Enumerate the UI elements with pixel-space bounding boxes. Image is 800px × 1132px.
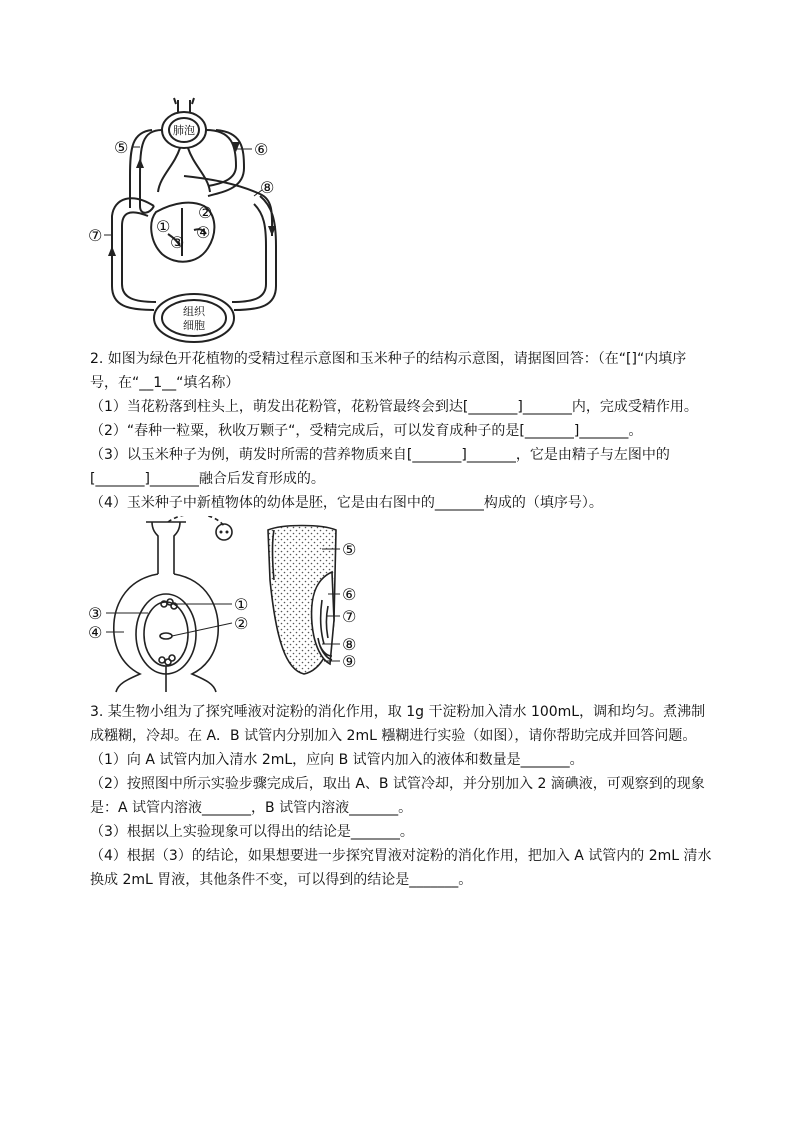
q2-sub3-line2: [_______]_______融合后发育形成的。 [90, 471, 325, 487]
tissue-label-line2: 细胞 [183, 319, 205, 332]
q3-sub2-line1: （2）按照图中所示实验步骤完成后，取出 A、B 试管冷却，并分别加入 2 滴碘液，可观察到的现象 [90, 776, 705, 792]
label-5: ⑤ [114, 138, 129, 157]
q3-sub1: （1）向 A 试管内加入清水 2mL，应向 B 试管内加入的液体和数量是_______。 [90, 752, 584, 768]
seed-label-5: ⑤ [342, 540, 357, 559]
flower-label-1: ① [234, 595, 249, 614]
q2-sub2: （2）“春种一粒粟，秋收万颗子“，受精完成后，可以发育成种子的是[_______]_______。 [90, 423, 643, 439]
label-7: ⑦ [88, 226, 103, 245]
label-6: ⑥ [254, 140, 269, 159]
q3-sub4-line2: 换成 2mL 胃液，其他条件不变，可以得到的结论是_______。 [90, 872, 473, 888]
fertilization-diagram [84, 516, 260, 700]
q3-sub4-line1: （4）根据（3）的结论，如果想要进一步探究胃液对淀粉的消化作用，把加入 A 试管内的 2mL 清水 [90, 848, 712, 864]
q3-intro-line2: 成糨糊，冷却。在 A．B 试管内分别加入 2mL 糨糊进行实验（如图），请你帮助完成并回答问题。 [90, 728, 697, 744]
label-4: ④ [196, 223, 211, 242]
seed-label-6: ⑥ [342, 585, 357, 604]
circulation-diagram [84, 96, 294, 346]
q2-sub4: （4）玉米种子中新植物体的幼体是胚，它是由右图中的_______构成的（填序号）。 [90, 495, 603, 511]
label-2: ② [198, 203, 213, 222]
q2-intro-line2: 号，在“__1__“填名称） [90, 375, 240, 391]
corn-seed-diagram [262, 520, 392, 680]
q3-intro-line1: 3. 某生物小组为了探究唾液对淀粉的消化作用，取 1g 干淀粉加入清水 100mL，调和均匀。煮沸制 [90, 704, 706, 720]
tissue-label-line1: 组织 [183, 305, 205, 318]
q2-sub3-line1: （3）以玉米种子为例，萌发时所需的营养物质来自[_______]_______，它是由精子与左图中的 [90, 447, 670, 463]
label-8: ⑧ [260, 178, 275, 197]
label-3: ③ [170, 233, 185, 252]
alveoli-label: 肺泡 [173, 124, 195, 137]
q2-intro-line1: 2. 如图为绿色开花植物的受精过程示意图和玉米种子的结构示意图，请据图回答：（在“[]“内填序 [90, 351, 687, 367]
flower-label-2: ② [234, 614, 249, 633]
q3-sub3: （3）根据以上实验现象可以得出的结论是_______。 [90, 824, 414, 840]
label-1: ① [156, 217, 171, 236]
q3-sub2-line2: 是：A 试管内溶液_______，B 试管内溶液_______。 [90, 800, 413, 816]
flower-label-3: ③ [88, 604, 103, 623]
seed-label-7: ⑦ [342, 607, 357, 626]
flower-label-4: ④ [88, 623, 103, 642]
q2-sub1: （1）当花粉落到柱头上，萌发出花粉管，花粉管最终会到达[_______]_______内，完成受精作用。 [90, 399, 698, 415]
seed-label-8: ⑧ [342, 635, 357, 654]
seed-label-9: ⑨ [342, 652, 357, 671]
